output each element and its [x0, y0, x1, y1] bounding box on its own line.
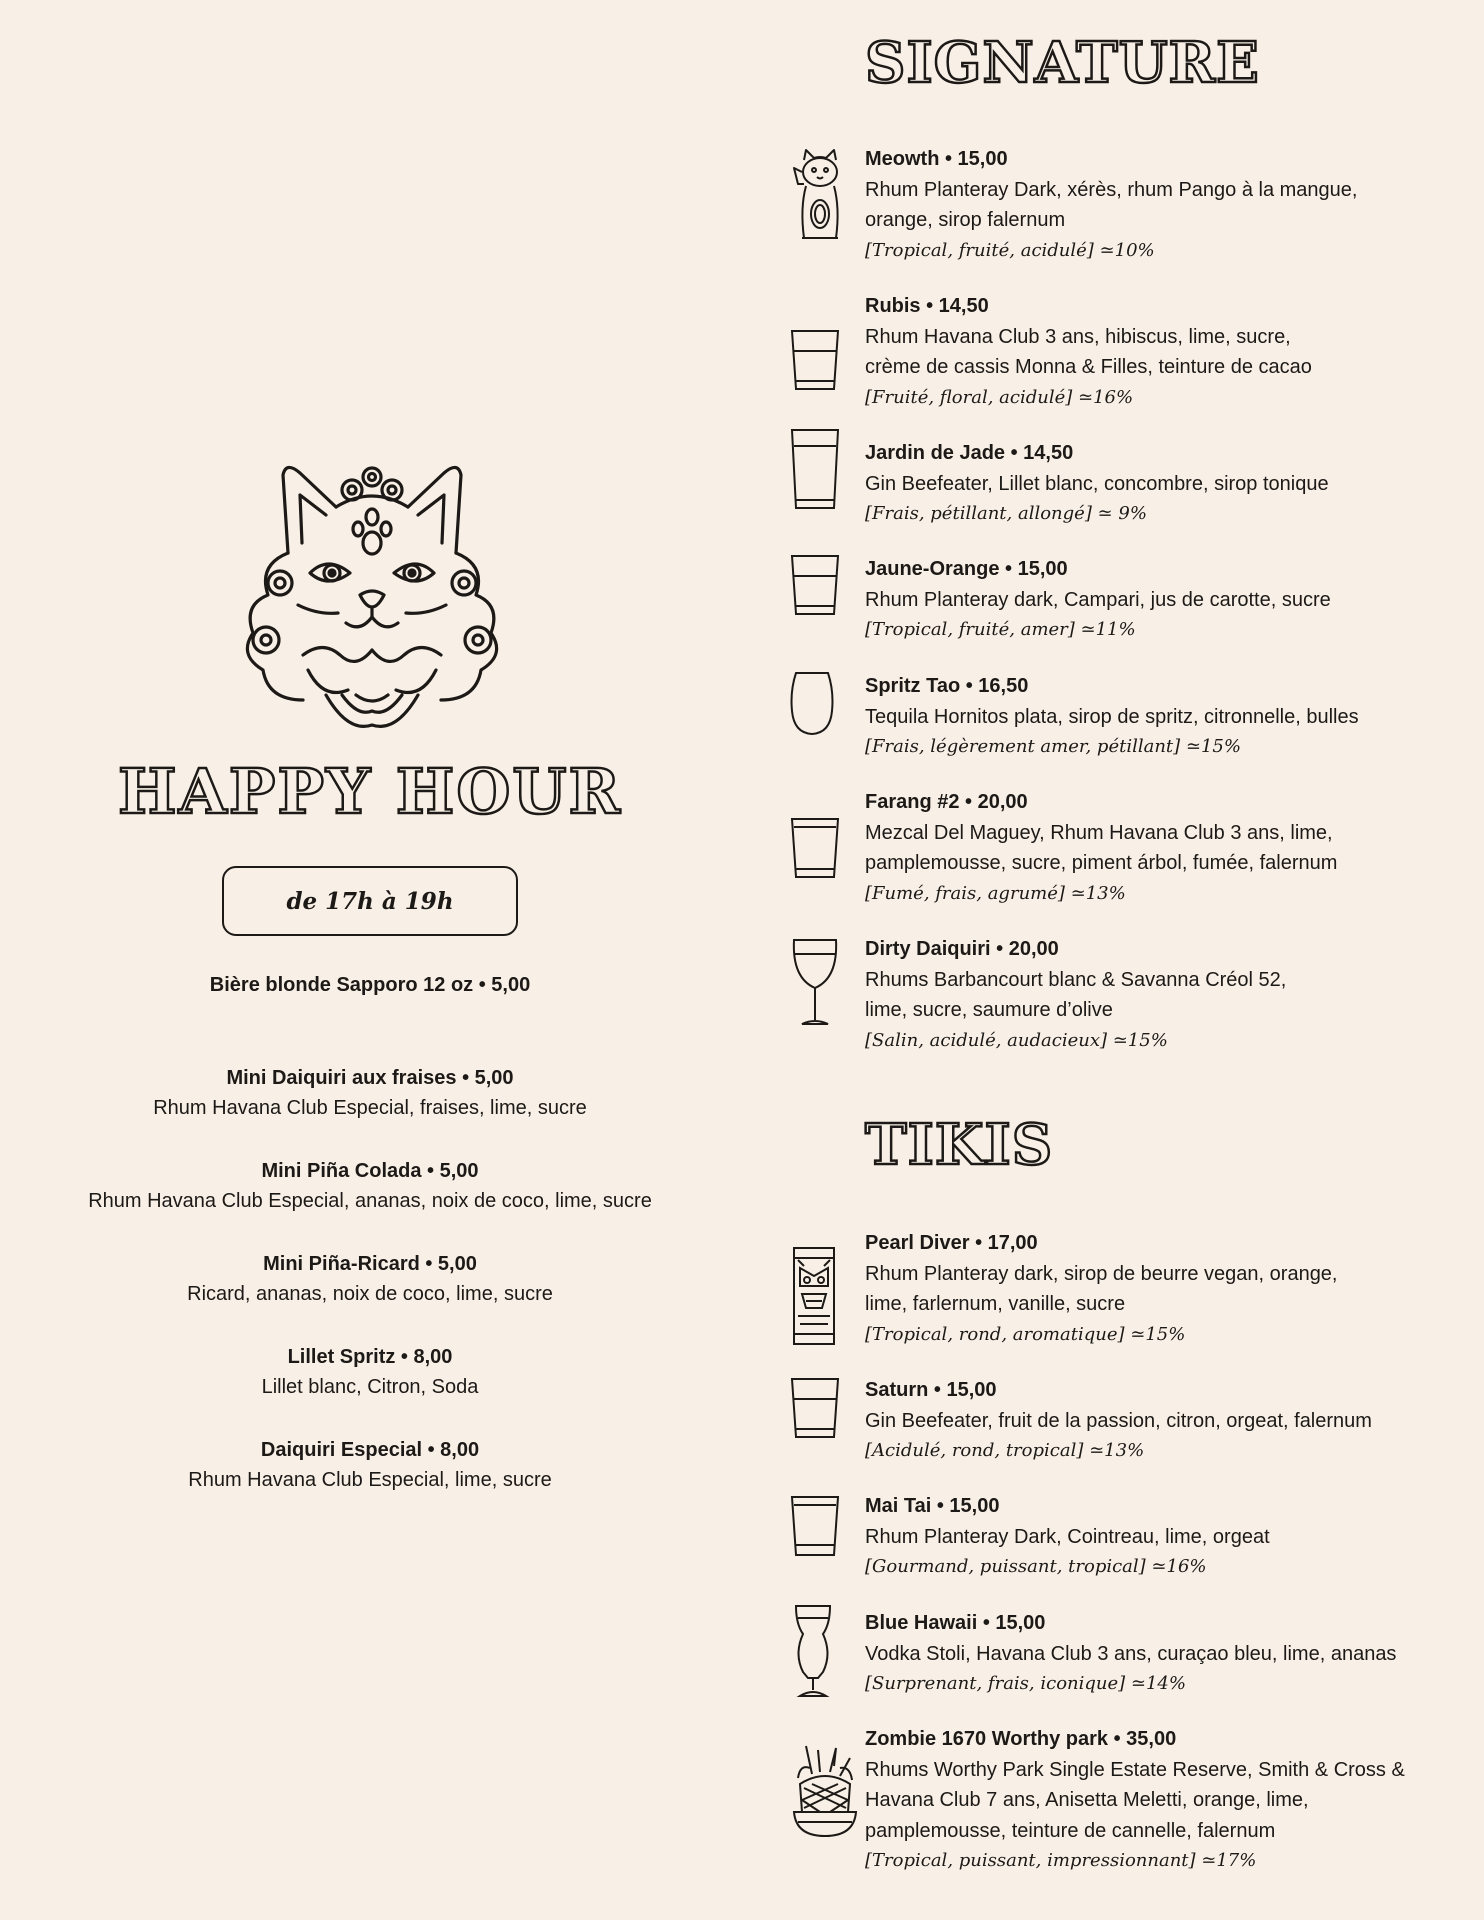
cocktail-menu [780, 0, 1484, 1920]
item-name: Lillet Spritz • 8,00 [287, 1346, 453, 1368]
item-description: Rhum Havana Club Especial, ananas, noix de coco, lime, sucre [88, 1190, 652, 1212]
lucky-cat-icon [790, 148, 850, 244]
stemless-glass-icon [790, 671, 834, 737]
drink-tasting-notes: [Salin, acidulé, audacieux] ≃15% [865, 1029, 1168, 1051]
drink-name: Rubis • 14,50 [865, 295, 989, 317]
list-item [780, 1375, 1484, 1491]
drink-name: Dirty Daiquiri • 20,00 [865, 938, 1059, 960]
happy-hour-hours-badge: de 17h à 19h [222, 866, 518, 936]
item-name: Mini Piña-Ricard • 5,00 [263, 1253, 477, 1275]
drink-tasting-notes: [Acidulé, rond, tropical] ≃13% [865, 1440, 1145, 1462]
pineapple-bowl-icon [790, 1744, 860, 1840]
drink-description: Gin Beefeater, Lillet blanc, concombre, sirop tonique [865, 472, 1329, 495]
list-item [780, 787, 1484, 934]
list-item [780, 1491, 1484, 1608]
drink-description: crème de cassis Monna & Filles, teinture de cacao [865, 356, 1312, 379]
list-item [0, 1342, 740, 1435]
list-item [780, 934, 1484, 1081]
drink-name: Saturn • 15,00 [865, 1379, 997, 1401]
signature-title: SIGNATURE [865, 30, 1260, 96]
drink-name: Blue Hawaii • 15,00 [865, 1612, 1046, 1634]
item-description: Rhum Havana Club Especial, fraises, lime, sucre [153, 1097, 587, 1119]
drink-tasting-notes: [Tropical, fruité, acidulé] ≃10% [865, 239, 1155, 261]
drink-description: Rhum Havana Club 3 ans, hibiscus, lime, sucre, [865, 325, 1291, 348]
list-item [780, 671, 1484, 787]
drink-description: Gin Beefeater, fruit de la passion, citron, orgeat, falernum [865, 1409, 1372, 1432]
list-item [0, 970, 740, 1063]
list-item [0, 1156, 740, 1249]
item-name: Bière blonde Sapporo 12 oz • 5,00 [209, 974, 531, 996]
list-item [780, 1608, 1484, 1724]
item-description: Ricard, ananas, noix de coco, lime, sucre [187, 1283, 553, 1305]
item-name: Mini Daiquiri aux fraises • 5,00 [226, 1067, 514, 1089]
drink-tasting-notes: [Tropical, puissant, impressionnant] ≃17% [865, 1850, 1257, 1872]
rocks-glass-icon [790, 554, 840, 618]
list-item [780, 1724, 1484, 1874]
rocks-glass-icon [790, 1495, 840, 1559]
list-item [780, 438, 1484, 554]
drink-description: Rhum Planteray dark, sirop de beurre vegan, orange, [865, 1262, 1338, 1285]
drink-tasting-notes: [Frais, pétillant, allongé] ≃ 9% [865, 503, 1147, 525]
tikis-list [780, 1228, 1484, 1874]
item-description: Rhum Havana Club Especial, lime, sucre [188, 1469, 552, 1491]
item-name: Daiquiri Especial • 8,00 [260, 1439, 480, 1461]
drink-tasting-notes: [Tropical, rond, aromatique] ≃15% [865, 1323, 1186, 1345]
signature-list [780, 144, 1484, 1081]
list-item [780, 554, 1484, 671]
drink-name: Meowth • 15,00 [865, 148, 1008, 170]
drink-name: Mai Tai • 15,00 [865, 1495, 1000, 1517]
item-description: Lillet blanc, Citron, Soda [261, 1376, 479, 1398]
drink-tasting-notes: [Frais, légèrement amer, pétillant] ≃15% [865, 736, 1241, 758]
list-item [0, 1249, 740, 1342]
drink-tasting-notes: [Fumé, frais, agrumé] ≃13% [865, 882, 1126, 904]
list-item [780, 291, 1484, 438]
drink-tasting-notes: [Gourmand, puissant, tropical] ≃16% [865, 1556, 1207, 1578]
drink-description: Rhum Planteray Dark, xérès, rhum Pango à la mangue, [865, 178, 1358, 201]
rocks-glass-icon [790, 329, 840, 393]
drink-description: Tequila Hornitos plata, sirop de spritz, citronnelle, bulles [865, 705, 1359, 728]
drink-name: Spritz Tao • 16,50 [865, 675, 1029, 697]
list-item [0, 1435, 740, 1528]
drink-tasting-notes: [Tropical, fruité, amer] ≃11% [865, 619, 1136, 641]
cat-face-logo [228, 455, 516, 733]
list-item [780, 1228, 1484, 1375]
hurricane-glass-icon [790, 1604, 836, 1700]
drink-description: lime, sucre, saumure d’olive [865, 999, 1113, 1022]
drink-name: Jaune-Orange • 15,00 [865, 558, 1068, 580]
drink-description: Rhums Worthy Park Single Estate Reserve, Smith & Cross & [865, 1758, 1405, 1781]
drink-name: Pearl Diver • 17,00 [865, 1232, 1038, 1254]
list-item [780, 144, 1484, 291]
drink-description: Rhums Barbancourt blanc & Savanna Créol 52, [865, 968, 1287, 991]
wine-glass-icon [790, 938, 840, 1028]
drink-description: Mezcal Del Maguey, Rhum Havana Club 3 ans, lime, [865, 821, 1333, 844]
drink-description: pamplemousse, sucre, piment árbol, fumée, falernum [865, 852, 1338, 875]
item-name: Mini Piña Colada • 5,00 [261, 1160, 479, 1182]
drink-description: Havana Club 7 ans, Anisetta Meletti, orange, lime, [865, 1789, 1309, 1812]
drink-name: Jardin de Jade • 14,50 [865, 442, 1074, 464]
rocks-glass-icon [790, 817, 840, 881]
drink-name: Zombie 1670 Worthy park • 35,00 [865, 1728, 1177, 1750]
drink-description: orange, sirop falernum [865, 209, 1066, 232]
drink-description: lime, farlernum, vanille, sucre [865, 1293, 1126, 1316]
rocks-glass-icon [790, 1377, 840, 1441]
drink-description: pamplemousse, teinture de cannelle, falernum [865, 1819, 1276, 1842]
happy-hour-list [0, 970, 740, 1528]
drink-tasting-notes: [Fruité, floral, acidulé] ≃16% [865, 386, 1134, 408]
tiki-mug-icon [790, 1246, 838, 1346]
drink-tasting-notes: [Surprenant, frais, iconique] ≃14% [865, 1673, 1186, 1695]
tikis-title: TIKIS [865, 1112, 1054, 1178]
drink-name: Farang #2 • 20,00 [865, 791, 1028, 813]
drink-description: Rhum Planteray dark, Campari, jus de carotte, sucre [865, 588, 1331, 611]
drink-description: Vodka Stoli, Havana Club 3 ans, curaçao bleu, lime, ananas [865, 1642, 1397, 1665]
happy-hour-section [0, 0, 740, 1920]
drink-description: Rhum Planteray Dark, Cointreau, lime, orgeat [865, 1525, 1270, 1548]
happy-hour-title: HAPPY HOUR [118, 755, 622, 828]
list-item [0, 1063, 740, 1156]
highball-glass-icon [790, 428, 840, 512]
